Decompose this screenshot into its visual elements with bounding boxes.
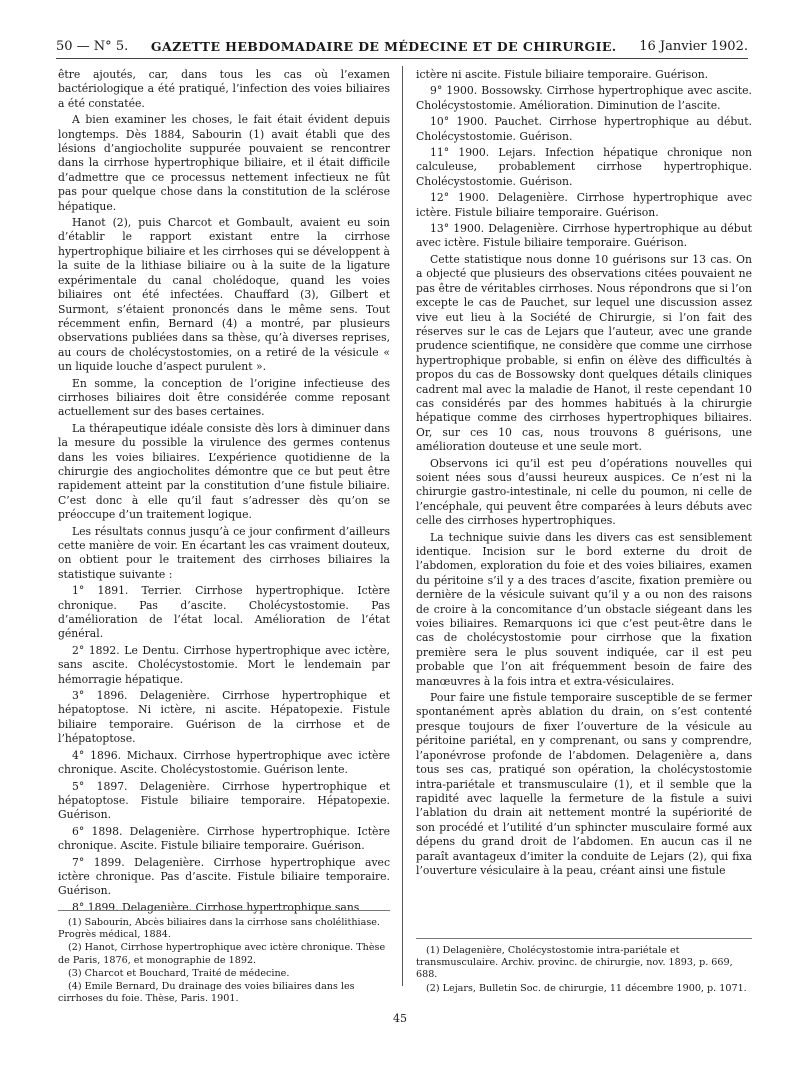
case-entry: 10° 1900. Pauchet. Cirrhose hypertrophique au début. Cholécystostomie. Guérison.	[416, 115, 752, 143]
footnote: (2) Hanot, Cirrhose hypertrophique avec ictère chronique. Thèse de Paris, 1876, et monographie de 1892.	[58, 942, 386, 966]
case-entry: 9° 1900. Bossowsky. Cirrhose hypertrophique avec ascite. Cholécystostomie. Amélioration. Diminution de l’ascite.	[416, 84, 752, 112]
journal-title: GAZETTE HEBDOMADAIRE DE MÉDECINE ET DE CHIRURGIE.	[150, 39, 617, 54]
footnote: (4) Emile Bernard, Du drainage des voies biliaires dans les cirrhoses du foie. Thèse, Paris. 1901.	[58, 981, 355, 1005]
issue-date: 16 Janvier 1902.	[639, 39, 748, 54]
paragraph: La thérapeutique idéale consiste dès lors à diminuer dans la mesure du possible la virulence des germes contenus dans les voies biliaires. L’expérience quotidienne de la chirurgie des angiocholites démontre que ce but peut être rapidement atteint par la constitution d’une fistule biliaire. C’est donc à elle qu’il faut s’adresser dès qu’on se préoccupe d’un traitement logique.	[58, 421, 390, 522]
paragraph: Les résultats connus jusqu’à ce jour confirment d’ailleurs cette manière de voir. En écartant les cas vraiment douteux, on obtient pour le traitement des cirrhoses biliaires la statistique suivante :	[58, 524, 390, 581]
paragraph: La technique suivie dans les divers cas est sensiblement identique. Incision sur le bord externe du droit de l’abdomen, exploration du foie et des voies biliaires, examen du péritoine s’il y a des traces d’ascite, fixation première ou dernière de la vésicule suivant qu’il y a ou non des raisons de croire à la concomitance d’un obstacle siégeant dans les voies biliaires. Remarquons ici que c’est peut-être dans le cas de cholécystostomie pour cirrhose que la fixation première sera le plus souvent indiquée, car il est peu probable que l’on ait fréquemment besoin de faire des manœuvres à la fois intra et extra-vésiculaires.	[416, 530, 752, 688]
case-entry: 6° 1898. Delagenière. Cirrhose hypertrophique. Ictère chronique. Ascite. Fistule biliaire temporaire. Guérison.	[58, 824, 390, 853]
paragraph: En somme, la conception de l’origine infectieuse des cirrhoses biliaires doit être considérée comme reposant actuellement sur des bases certaines.	[58, 376, 390, 419]
case-entry: 12° 1900. Delagenière. Cirrhose hypertrophique avec ictère. Fistule biliaire temporaire. Guérison.	[416, 191, 752, 219]
running-header	[56, 30, 748, 59]
paragraph: Hanot (2), puis Charcot et Gombault, avaient eu soin d’établir le rapport existant entre la cirrhose hypertrophique biliaire et les cirrhoses qui se développent à la suite de la lithiase biliaire ou à la suite de la ligature expérimentale du canal cholédoque, quand les voies biliaires ont été infectées. Chauffard (3), Gilbert et Surmont, s’étaient prononcés dans le même sens. Tout récemment enfin, Bernard (4) a montré, par plusieurs observations publiées dans sa thèse, qu’à diverses reprises, au cours de cholécystostomies, on a retiré de la vésicule « un liquide louche d’aspect purulent ».	[58, 216, 390, 374]
paragraph: Pour faire une fistule temporaire susceptible de se fermer spontanément après ablation du drain, on s’est contenté presque toujours de fixer l’ouverture de la vésicule au péritoine pariétal, en y comprenant, ou sans y comprendre, l’aponévrose profonde de l’abdomen. Delagenière a, dans tous ses cas, pratiqué son opération, la cholécystostomie intra-pariétale et transmusculaire (1), et il semble que la rapidité avec laquelle la fermeture de la fistule a suivi l’ablation du drain ait nettement montré la supériorité de son procédé et l’utilité d’un sphincter musculaire formé aux dépens du grand droit de l’abdomen. En aucun cas il ne paraît avantageux d’imiter la conduite de Lejars (2), qui fixa l’ouverture vésiculaire à la peau, créant ainsi une fistule	[416, 691, 752, 877]
paragraph: Cette statistique nous donne 10 guérisons sur 13 cas. On a objecté que plusieurs des observations citées pouvaient ne pas être de véritables cirrhoses. Nous répondrons que si l’on excepte le cas de Pauchet, sur lequel une discussion assez vive eut lieu à la Société de Chirurgie, si l’on fait des réserves sur le cas de Lejars que l’auteur, avec une grande prudence scientifique, ne considère que comme une cirrhose hypertrophique probable, si enfin on élève des difficultés à propos du cas de Bossowsky dont quelques détails cliniques cadrent mal avec la maladie de Hanot, il reste cependant 10 cas considérés par des hommes habitués à la chirurgie hépatique comme des cirrhoses hypertrophiques biliaires. Or, sur ces 10 cas, nous trouvons 8 guérisons, une amélioration douteuse et une seule mort.	[416, 252, 752, 454]
folio-number: 45	[393, 1012, 407, 1025]
case-entry: 1° 1891. Terrier. Cirrhose hypertrophique. Ictère chronique. Pas d’ascite. Cholécystostomie. Pas d’amélioration de l’état local. Amélioration de l’état général.	[58, 584, 390, 641]
footnote: (1) Sabourin, Abcès biliaires dans la cirrhose sans cholélithiase. Progrès médical, 1884.	[58, 917, 380, 941]
case-entry: ictère ni ascite. Fistule biliaire temporaire. Guérison.	[416, 68, 709, 81]
case-entry: 7° 1899. Delagenière. Cirrhose hypertrophique avec ictère chronique. Pas d’ascite. Fistule biliaire temporaire. Guérison.	[58, 855, 390, 898]
footnote: (1) Delagenière, Cholécystostomie intra-pariétale et transmusculaire. Archiv. provinc. de chirurgie, nov. 1893, p. 669, 688.	[416, 945, 733, 981]
left-column	[58, 68, 390, 917]
page-number-issue: 50 — N° 5.	[56, 39, 129, 54]
left-footnotes	[58, 910, 390, 1006]
paragraph: être ajoutés, car, dans tous les cas où l’examen bactériologique a été pratiqué, l’infection des voies biliaires a été constatée.	[58, 68, 390, 110]
column-rule	[402, 66, 403, 986]
case-entry: 8° 1899. Delagenière. Cirrhose hypertrophique sans	[72, 900, 360, 914]
right-column	[416, 68, 752, 880]
case-entry: 3° 1896. Delagenière. Cirrhose hypertrophique et hépatoptose. Ni ictère, ni ascite. Hépatopexie. Fistule biliaire temporaire. Guérison de la cirrhose et de l’hépatoptose.	[58, 689, 390, 746]
paragraph: Observons ici qu’il est peu d’opérations nouvelles qui soient nées sous d’aussi heureux auspices. Ce n’est ni la chirurgie gastro-intestinale, ni celle du poumon, ni celle de l’encéphale, qui peuvent être comparées à leurs débuts avec celle des cirrhoses hypertrophiques.	[416, 456, 752, 528]
case-entry: 11° 1900. Lejars. Infection hépatique chronique non calculeuse, probablement cirrhose hypertrophique. Cholécystostomie. Guérison.	[416, 146, 752, 188]
right-footnotes	[416, 938, 752, 996]
case-entry: 5° 1897. Delagenière. Cirrhose hypertrophique et hépatoptose. Fistule biliaire temporaire. Hépatopexie. Guérison.	[58, 779, 390, 822]
footnote: (3) Charcot et Bouchard, Traité de médecine.	[68, 967, 290, 979]
footnote: (2) Lejars, Bulletin Soc. de chirurgie, 11 décembre 1900, p. 1071.	[426, 982, 747, 994]
paragraph: A bien examiner les choses, le fait était évident depuis longtemps. Dès 1884, Sabourin (1) avait établi que des lésions d’angiocholite suppurée pouvaient se rencontrer dans la cirrhose hypertrophique biliaire, et il était difficile d’admettre que ce processus nettement infectieux ne fût pas pour quelque chose dans la constitution de la sclérose hépatique.	[58, 113, 390, 213]
case-entry: 4° 1896. Michaux. Cirrhose hypertrophique avec ictère chronique. Ascite. Cholécystostomie. Guérison lente.	[58, 748, 390, 777]
case-entry: 13° 1900. Delagenière. Cirrhose hypertrophique au début avec ictère. Fistule biliaire temporaire. Guérison.	[416, 222, 752, 250]
case-entry: 2° 1892. Le Dentu. Cirrhose hypertrophique avec ictère, sans ascite. Cholécystostomie. Mort le lendemain par hémorragie hépatique.	[58, 643, 390, 686]
